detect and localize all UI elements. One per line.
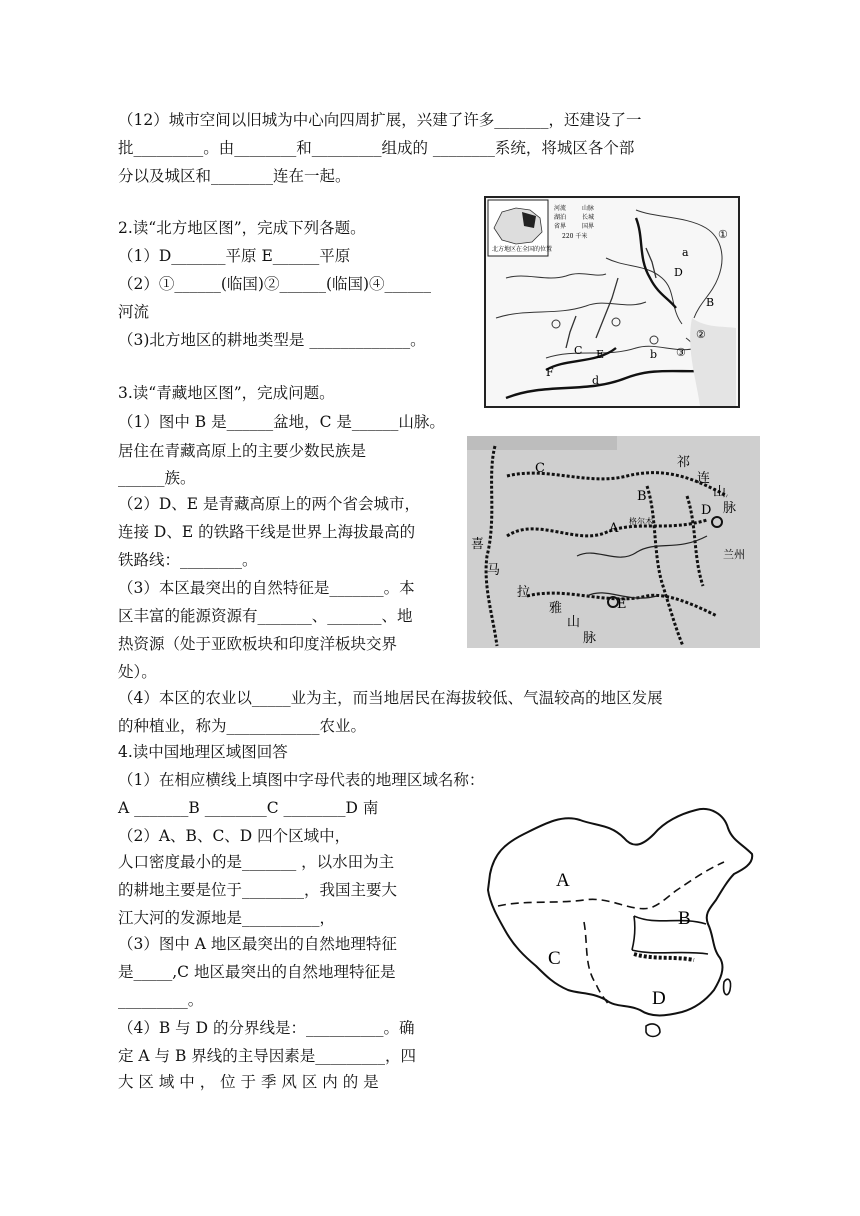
text-line: 铁路线：________。 (118, 551, 258, 569)
region-label-d: D (652, 988, 666, 1009)
legend-label: 山脉 (582, 205, 595, 212)
map-label: 雅 (549, 601, 563, 616)
map-label: B (706, 296, 715, 309)
text-line: （12）城市空间以旧城为中心向四周扩展，兴建了许多_______，还建设了一 (118, 111, 642, 129)
text-line: （2）①______(临国)②______(临国)④______ (118, 275, 432, 293)
map-label: E (617, 597, 627, 612)
map-label: F (546, 366, 554, 379)
legend-label: 河流 (554, 205, 567, 212)
map-label: 兰州 (723, 548, 745, 561)
text-line: （2）A、B、C、D 四个区域中， (118, 827, 351, 845)
text-line: 居住在青藏高原上的主要少数民族是 (118, 442, 367, 460)
map-label: 脉 (723, 501, 737, 516)
map-label: D (674, 266, 683, 279)
text-line: 的种植业，称为____________农业。 (118, 717, 367, 735)
map-label: ① (718, 228, 728, 241)
map-label: E (596, 348, 605, 361)
north-china-map (484, 196, 740, 408)
text-line: （3)北方地区的耕地类型是 _____________。 (118, 331, 426, 349)
text-line: 人口密度最小的是_______ ，以水田为主 (118, 853, 395, 871)
map-label: 山 (713, 485, 727, 500)
inset-china-outline (494, 208, 542, 244)
city-marker (552, 320, 560, 328)
scan-shadow (467, 436, 617, 450)
inset-label: 北方地区 (492, 246, 517, 253)
text-line: （1）D_______平原 E______平原 (118, 247, 351, 265)
text-line: 江大河的发源地是__________， (118, 909, 336, 927)
legend-label: 国界 (582, 223, 595, 230)
inset-label: 在全国的位置 (516, 246, 553, 253)
text-line: （2）D、E 是青藏高原上的两个省会城市， (118, 495, 421, 513)
map-label: b (650, 348, 658, 361)
text-line: （3）本区最突出的自然特征是_______。本 (118, 579, 415, 597)
text-line: 河流 (118, 303, 150, 321)
region-label-c: C (548, 948, 561, 969)
text-line: 热资源（处于亚欧板块和印度洋板块交界 (118, 635, 398, 653)
text-line: （4）本区的农业以_____业为主，而当地居民在海拔较低、气温较高的地区发展 (118, 689, 663, 707)
text-line: （3）图中 A 地区最突出的自然地理特征 (118, 935, 397, 953)
text-line: （4）B 与 D 的分界线是：__________。确 (118, 1019, 415, 1037)
text-line: _________。 (118, 991, 204, 1009)
scale-label: 220 千米 (562, 233, 588, 240)
china-outline (488, 809, 752, 1016)
map-label: ② (696, 328, 706, 341)
text-line: 是_____,C 地区最突出的自然地理特征是 (118, 963, 396, 981)
question-heading: 2.读“北方地区图”，完成下列各题。 (118, 219, 366, 237)
question-heading: 3.读“青藏地区图”，完成问题。 (118, 384, 335, 402)
region-label-a: A (556, 870, 570, 891)
legend-label: 湖泊 (554, 214, 567, 221)
map-label: B (637, 489, 647, 504)
map-label: ③ (676, 346, 686, 359)
legend-label: 长城 (582, 214, 595, 221)
map-label: A (609, 521, 619, 536)
map-legend (554, 204, 594, 240)
text-line: A _______B ________C ________D 南 (118, 799, 379, 817)
text-line: （1）图中 B 是______盆地，C 是______山脉。 (118, 413, 445, 431)
map-background (467, 436, 760, 648)
map-label: D (701, 503, 712, 518)
china-regions-map (484, 804, 756, 1040)
text-line: 定 A 与 B 界线的主导因素是_________，四 (118, 1047, 417, 1065)
text-line: 的耕地主要是位于________，我国主要大 (118, 881, 398, 899)
map-label: C (535, 461, 545, 476)
map-label: 连 (697, 471, 711, 486)
qinghai-tibet-map (467, 436, 760, 648)
city-marker (650, 336, 658, 344)
text-line: （1）在相应横线上填图中字母代表的地理区域名称： (118, 771, 485, 789)
map-label: d (592, 374, 600, 387)
map-label: 拉 (517, 585, 531, 600)
text-line: 处）。 (118, 663, 157, 681)
map-label: C (574, 344, 583, 357)
text-line: 大 区 域 中 ， 位 于 季 风 区 内 的 是 (118, 1073, 379, 1091)
map-label: 山 (567, 615, 581, 630)
map-label: 格尔木 (629, 517, 653, 526)
map-label: 喜 (471, 537, 485, 552)
region-label-b: B (678, 908, 691, 929)
legend-label: 省界 (554, 223, 567, 230)
map-label: 马 (487, 563, 501, 578)
map-label: a (682, 246, 689, 259)
hainan-island (646, 1024, 660, 1037)
map-label: 祁 (677, 455, 691, 470)
text-line: 连接 D、E 的铁路干线是世界上海拔最高的 (118, 523, 416, 541)
text-line: 批_________。由________和_________组成的 ________系统，将城区各个部 (118, 139, 635, 157)
text-line: 区丰富的能源资源有_______、_______、地 (118, 607, 413, 625)
text-line: 分以及城区和________连在一起。 (118, 167, 351, 185)
text-line: ______族。 (118, 469, 196, 487)
city-marker (612, 318, 620, 326)
mountain-ranges (566, 248, 656, 348)
question-heading: 4.读中国地理区域图回答 (118, 743, 288, 761)
map-label: 脉 (583, 631, 597, 646)
taiwan-island (724, 979, 731, 994)
